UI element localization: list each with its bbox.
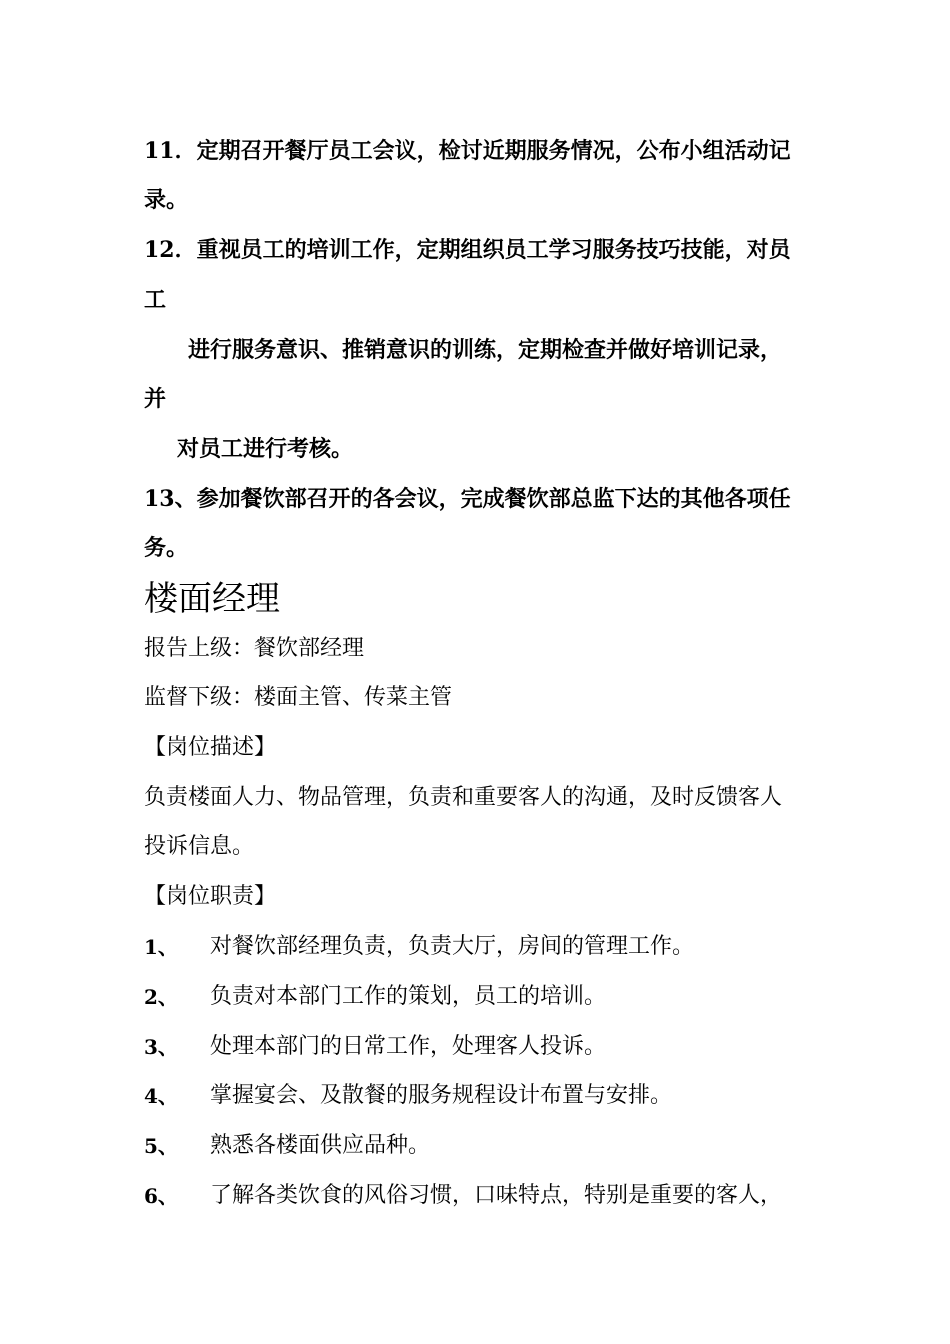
responsibility-number: 5、: [144, 1134, 178, 1158]
responsibility-number: 1、: [144, 935, 178, 959]
responsibility-number: 3、: [144, 1035, 178, 1059]
section-title: 楼面经理: [144, 579, 280, 619]
duty-13-line-1: 13、参加餐饮部召开的各会议，完成餐饮部总监下达的其他各项任: [144, 486, 791, 512]
description-line-2: 投诉信息。: [144, 834, 255, 859]
duty-12-line-1: 12．重视员工的培训工作，定期组织员工学习服务技巧技能，对员: [144, 237, 791, 263]
duty-12-line-5: 对员工进行考核。: [177, 436, 354, 462]
duty-13-line-2: 务。: [144, 535, 189, 561]
responsibility-text: 处理本部门的日常工作，处理客人投诉。: [210, 1034, 607, 1059]
description-line-1: 负责楼面人力、物品管理，负责和重要客人的沟通，及时反馈客人: [144, 785, 783, 810]
responsibility-number: 6、: [144, 1184, 178, 1208]
duty-11-line-1: 11．定期召开餐厅员工会议，检讨近期服务情况，公布小组活动记: [144, 138, 791, 164]
duty-12-line-3: 进行服务意识、推销意识的训练，定期检查并做好培训记录，: [188, 337, 783, 363]
responsibility-number: 2、: [144, 985, 178, 1009]
description-heading: 【岗位描述】: [144, 735, 277, 760]
duty-12-line-4: 并: [144, 386, 167, 412]
duty-11-line-2: 录。: [144, 187, 189, 213]
responsibility-number: 4、: [144, 1084, 178, 1108]
responsibility-text: 了解各类饮食的风俗习惯，口味特点，特别是重要的客人，: [210, 1183, 783, 1208]
duty-12-line-2: 工: [144, 287, 167, 313]
supervise-line: 监督下级：楼面主管、传菜主管: [144, 685, 453, 710]
responsibility-text: 对餐饮部经理负责，负责大厅，房间的管理工作。: [210, 934, 695, 959]
responsibility-text: 掌握宴会、及散餐的服务规程设计布置与安排。: [210, 1083, 673, 1108]
responsibilities-heading: 【岗位职责】: [144, 884, 277, 909]
responsibility-text: 负责对本部门工作的策划，员工的培训。: [210, 984, 607, 1009]
report-to-line: 报告上级：餐饮部经理: [144, 636, 365, 661]
responsibility-text: 熟悉各楼面供应品种。: [210, 1133, 431, 1158]
